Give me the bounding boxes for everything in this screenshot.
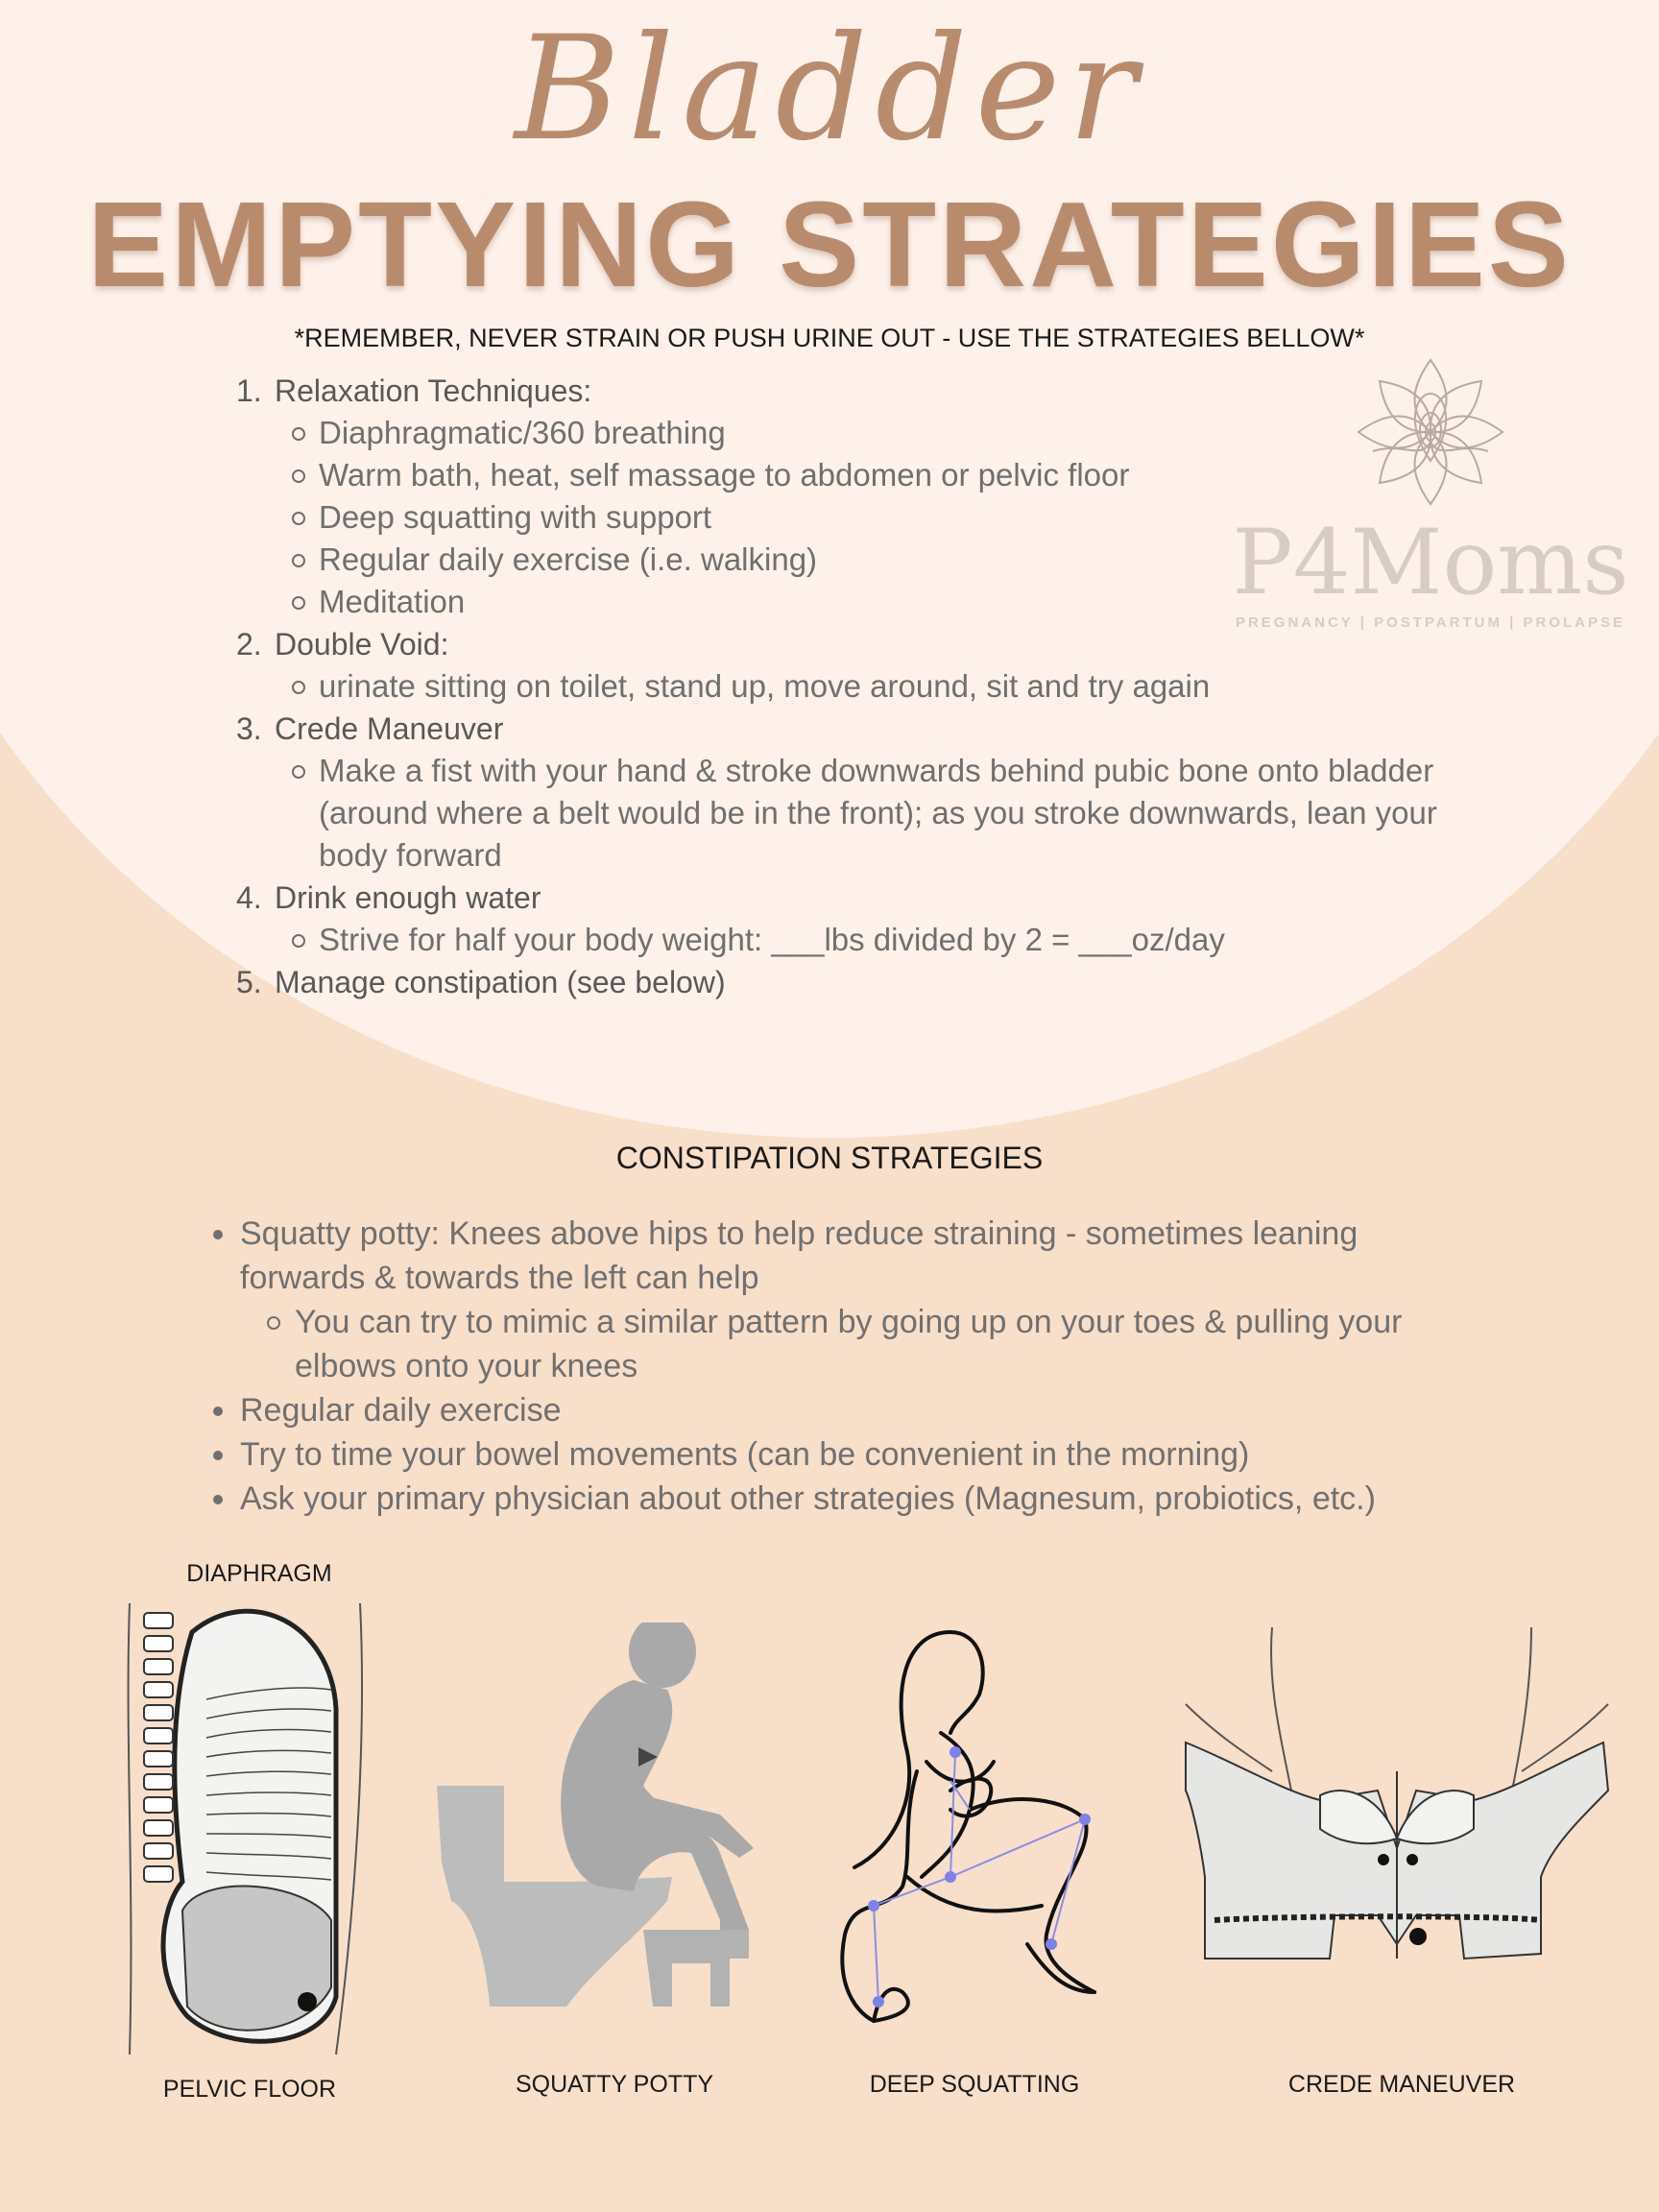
deep-squatting-illustration: [835, 1627, 1114, 2040]
step-constipation: 5. Manage constipation (see below): [236, 965, 726, 999]
caption-squatty-potty: SQUATTY POTTY: [515, 2071, 714, 2098]
step-water: 4. Drink enough water: [236, 880, 541, 915]
list-item: You can try to mimic a similar pattern by going up on your toes & pulling your elbows onto your knees: [211, 1300, 1479, 1388]
step-crede: 3. Crede Maneuver: [236, 711, 504, 746]
constipation-heading: CONSTIPATION STRATEGIES: [615, 1141, 1044, 1175]
caption-deep-squatting: DEEP SQUATTING: [869, 2071, 1080, 2098]
caption-crede-maneuver: CREDE MANEUVER: [1287, 2071, 1516, 2098]
list-item: Ask your primary physician about other strategies (Magnesum, probiotics, etc.): [211, 1477, 1479, 1521]
caption-diaphragm: DIAPHRAGM: [186, 1560, 332, 1587]
diaphragm-illustration: [115, 1594, 384, 2074]
squatty-potty-illustration: [432, 1623, 768, 2007]
list-item: Regular daily exercise (i.e. walking): [236, 539, 1484, 581]
list-item: Make a fist with your hand & stroke downwards behind pubic bone onto bladder (around where a belt would be in the front); as you stroke downwards, lean your body forward: [236, 750, 1509, 877]
list-item: Squatty potty: Knees above hips to help reduce straining - sometimes leaning forwards & towards the left can help: [211, 1212, 1479, 1300]
logo-tagline: PREGNANCY | POSTPARTUM | PROLAPSE: [1235, 614, 1626, 631]
list-item: Deep squatting with support: [236, 496, 1484, 539]
list-item: urinate sitting on toilet, stand up, move around, sit and try again: [236, 665, 1484, 708]
list-item: Try to time your bowel movements (can be convenient in the morning): [211, 1432, 1479, 1477]
lotus-icon: [1349, 350, 1512, 514]
brand-logo: [1219, 350, 1642, 631]
caption-pelvic-floor: PELVIC FLOOR: [162, 2076, 337, 2103]
subtitle-warning: *REMEMBER, NEVER STRAIN OR PUSH URINE OUT - USE THE STRATEGIES BELLOW*: [294, 324, 1365, 352]
script-title: Bladder: [514, 6, 1145, 173]
constipation-list: [211, 1212, 1479, 1521]
page-title: EMPTYING STRATEGIES: [87, 177, 1572, 312]
list-item: Warm bath, heat, self massage to abdomen or pelvic floor: [236, 454, 1484, 496]
logo-wordmark: P4Moms: [1232, 511, 1629, 615]
list-item: Diaphragmatic/360 breathing: [236, 412, 1484, 454]
list-item: Strive for half your body weight: ___lbs divided by 2 = ___oz/day: [236, 919, 1484, 961]
step-relaxation: 1. Relaxation Techniques:: [236, 373, 592, 408]
list-item: Meditation: [236, 581, 1484, 623]
list-item: Regular daily exercise: [211, 1388, 1479, 1432]
crede-maneuver-illustration: [1176, 1627, 1618, 2031]
step-double-void: 2. Double Void:: [236, 627, 449, 661]
